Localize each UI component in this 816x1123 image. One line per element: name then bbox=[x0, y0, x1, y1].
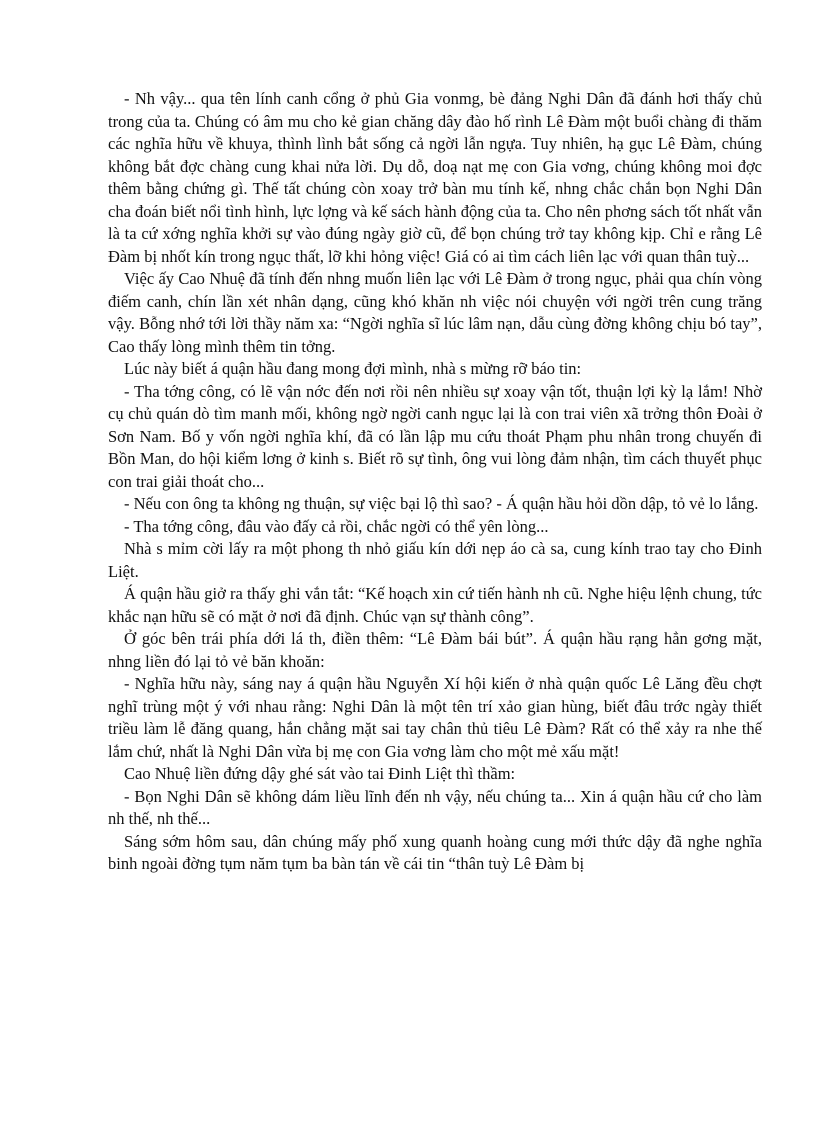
paragraph-7: Nhà s mỉm cời lấy ra một phong th nhỏ giấu kín dới nẹp áo cà sa, cung kính trao tay cho Đinh Liệt. bbox=[108, 539, 762, 581]
paragraph-10: - Nghĩa hữu này, sáng nay á quận hầu Nguyễn Xí hội kiến ở nhà quận quốc Lê Lăng đều chợt nghĩ trùng một ý với nhau rằng: Nghi Dân là một tên trí xảo gian hùng, biết đâu trớc ngày thiết triều làm lễ đăng quang, hắn chẳng mặt sai tay chân thủ tiêu Lê Đàm? Rất có thể xảy ra nhe thế lắm chứ, nhất là Nghi Dân vừa bị mẹ con Gia vơng làm cho một mẻ xấu mặt! bbox=[108, 674, 762, 761]
paragraph-1: - Nh vậy... qua tên lính canh cổng ở phủ Gia vonmg, bè đảng Nghi Dân đã đánh hơi thấy chủ trong của ta. Chúng có âm mu cho kẻ gian chăng dây đào hố rình Lê Đàm một buổi chàng đi thăm các nghĩa hữu về khuya, thình lình bắt sống cả ngời lẫn ngựa. Tuy nhiên, hạ gục Lê Đàm, chúng không bắt đợc chàng cung khai nửa lời. Dụ dỗ, doạ nạt mẹ con Gia vơng, chúng không moi đợc thêm bằng chứng gì. Thế tất chúng còn xoay trở bàn mu tính kế, nhng chắc chắn bọn Nghi Dân cha đoán biết nổi tình hình, lực lợng và kế sách hành động của ta. Cho nên phơng sách tốt nhất vẫn là ta cứ xớng nghĩa khởi sự vào đúng ngày giờ cũ, để bọn chúng trở tay không kịp. Chỉ e rằng Lê Đàm bị nhốt kín trong ngục thất, lỡ khi hỏng việc! Giá có ai tìm cách liên lạc với quan thân tuỳ... bbox=[108, 89, 762, 266]
paragraph-3: Lúc này biết á quận hầu đang mong đợi mình, nhà s mừng rỡ báo tin: bbox=[124, 359, 582, 378]
paragraph-11: Cao Nhuệ liền đứng dậy ghé sát vào tai Đinh Liệt thì thầm: bbox=[124, 764, 516, 783]
paragraph-9: Ở góc bên trái phía dới lá th, điền thêm: “Lê Đàm bái bút”. Á quận hầu rạng hẳn gơng mặt, nhng liền đó lại tỏ vẻ băn khoăn: bbox=[108, 629, 762, 671]
paragraph-12: - Bọn Nghi Dân sẽ không dám liều lĩnh đến nh vậy, nếu chúng ta... Xin á quận hầu cứ cho làm nh thế, nh thế... bbox=[108, 786, 762, 828]
paragraph-4: - Tha tớng công, có lẽ vận nớc đến nơi rồi nên nhiều sự xoay vận tốt, thuận lợi kỳ lạ lắm! Nhờ cụ chủ quán dò tìm manh mối, không ngờ ngời canh ngục lại là con trai viên xã trởng thôn Đoài ở Sơn Nam. Bố y vốn ngời nghĩa khí, đã có lần lập mu cứu thoát Phạm phu nhân trong chuyến đi Bồn Man, do hội kiểm lơng ở kinh s. Biết rõ sự tình, ông vui lòng đảm nhận, tìm cách thuyết phục con trai giải thoát cho... bbox=[108, 381, 762, 491]
paragraph-2: Việc ấy Cao Nhuệ đã tính đến nhng muốn liên lạc với Lê Đàm ở trong ngục, phải qua chín vòng điếm canh, chín lần xét nhân dạng, cũng khó khăn nh việc nói chuyện với ngời trên cung trăng vậy. Bỗng nhớ tới lời thầy năm xa: “Ngời nghĩa sĩ lúc lâm nạn, dẫu cùng đờng không chịu bó tay”, Cao thấy lòng mình thêm tin tởng. bbox=[108, 269, 762, 356]
paragraph-13: Sáng sớm hôm sau, dân chúng mấy phố xung quanh hoàng cung mới thức dậy đã nghe nghĩa binh ngoài đờng tụm năm tụm ba bàn tán về cái tin “thân tuỳ Lê Đàm bị bbox=[108, 831, 762, 873]
paragraph-5: - Nếu con ông ta không ng thuận, sự việc bại lộ thì sao? - Á quận hầu hỏi dồn dập, tỏ vẻ lo lắng. bbox=[124, 494, 759, 513]
document-page bbox=[108, 88, 762, 876]
paragraph-6: - Tha tớng công, đâu vào đấy cả rồi, chắc ngời có thể yên lòng... bbox=[124, 516, 549, 536]
paragraph-8: Á quận hầu giở ra thấy ghi vắn tắt: “Kế hoạch xin cứ tiến hành nh cũ. Nghe hiệu lệnh chung, tức khắc nạn hữu sẽ có mặt ở nơi đã định. Chúc vạn sự thành công”. bbox=[108, 584, 762, 626]
